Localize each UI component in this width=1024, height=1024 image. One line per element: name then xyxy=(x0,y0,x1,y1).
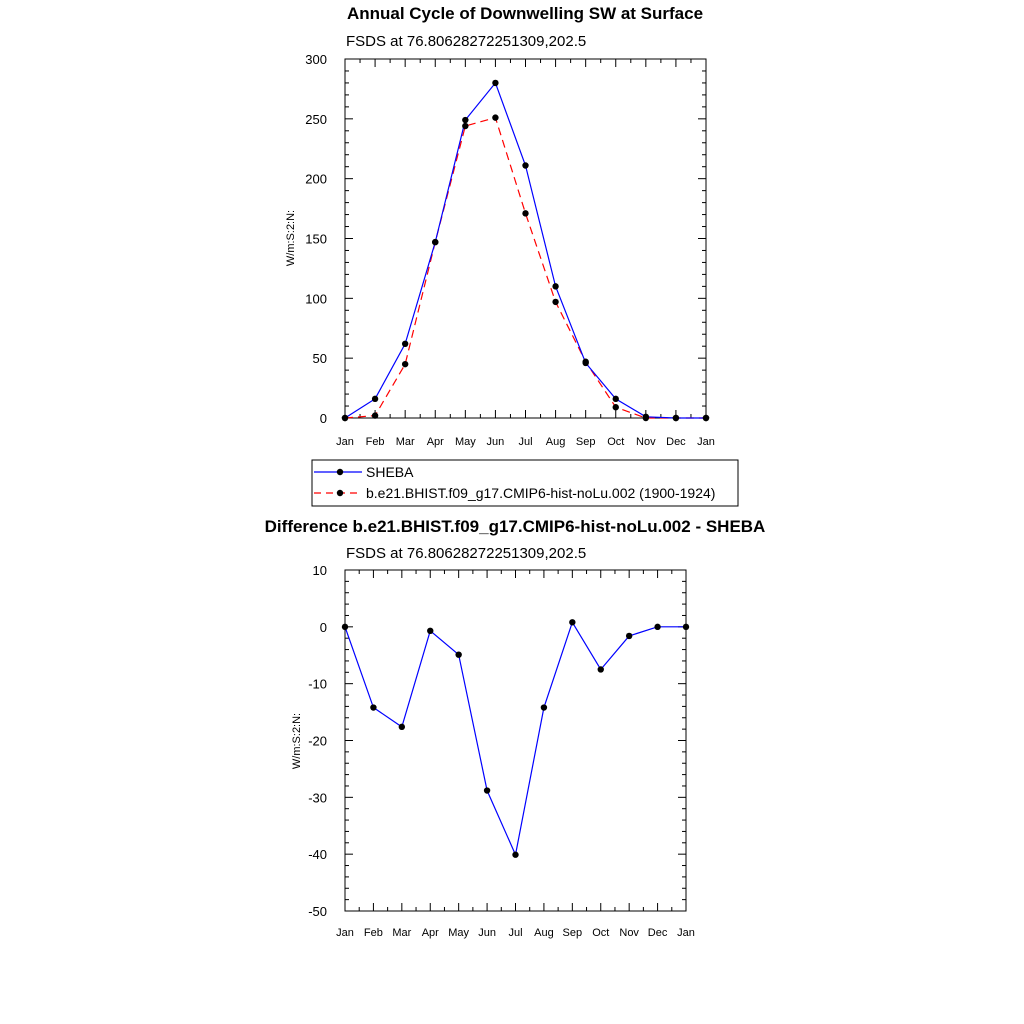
panel1-series-0-point xyxy=(673,415,679,421)
legend xyxy=(312,460,738,506)
panel1-ytick-label: 50 xyxy=(312,351,327,367)
panel2-series-0-point xyxy=(342,624,348,630)
panel1-series-1-point xyxy=(462,123,468,129)
panel2-series-0-point xyxy=(370,704,376,710)
panel2-xtick-label: Feb xyxy=(363,927,383,939)
panel1-xtick-label: Jul xyxy=(518,436,533,448)
panel1-series-1-point xyxy=(402,361,408,367)
panel2-ytick-label: -50 xyxy=(308,904,327,919)
panel2-ytick-label: -20 xyxy=(308,733,327,749)
panel2-xtick-label: Oct xyxy=(592,927,610,939)
panel1-series-0-point xyxy=(462,117,468,123)
panel1-ytick-label: 300 xyxy=(305,52,327,67)
panel2-series-0-point xyxy=(455,651,461,657)
panel1-ytick-label: 250 xyxy=(305,111,327,127)
panel2-series-0-point xyxy=(598,666,604,672)
difference-panel xyxy=(265,517,766,939)
panel1-series-0-point xyxy=(522,162,528,168)
panel1-series-0-line xyxy=(345,83,706,418)
panel2-series-0-point xyxy=(541,704,547,710)
panel2-xtick-label: Jul xyxy=(508,927,523,939)
panel2-xtick-label: May xyxy=(448,927,470,939)
panel2-ytick-label: 0 xyxy=(319,619,327,635)
panel2-xtick-label: Mar xyxy=(392,927,412,939)
panel1-series-0-point xyxy=(492,80,498,86)
legend-model-label: b.e21.BHIST.f09_g17.CMIP6-hist-noLu.002 (1900-1924) xyxy=(366,485,716,501)
panel1-title: Annual Cycle of Downwelling SW at Surface xyxy=(346,4,704,23)
panel2-series-0-point xyxy=(427,628,433,634)
panel2-xtick-label: Jun xyxy=(478,927,496,939)
panel2-ytick-label: 10 xyxy=(312,563,327,578)
panel1-series-0-point xyxy=(582,360,588,366)
panel1-xtick-label: Oct xyxy=(607,436,625,448)
panel2-series xyxy=(342,619,689,858)
panel1-frame xyxy=(345,59,706,418)
panel2-series-0-line xyxy=(345,622,686,854)
panel1-ytick-label: 200 xyxy=(305,171,327,187)
panel1-xtick-label: Dec xyxy=(666,436,686,448)
panel2-series-0-point xyxy=(654,624,660,630)
panel2-ytick-label: -10 xyxy=(308,676,327,692)
panel1-series xyxy=(342,80,709,421)
panel1-xtick-label: Feb xyxy=(365,436,385,448)
panel2-series-0-point xyxy=(484,787,490,793)
panel1-axes xyxy=(305,52,715,448)
panel1-series-0-point xyxy=(372,396,378,402)
panel2-title: Difference b.e21.BHIST.f09_g17.CMIP6-hist-noLu.002 - SHEBA xyxy=(264,517,766,536)
panel2-ytick-label: -30 xyxy=(308,790,327,806)
panel1-series-0-point xyxy=(613,396,619,402)
panel1-series-0-point xyxy=(703,415,709,421)
panel1-xtick-label: Nov xyxy=(636,436,656,448)
panel1-ytick-label: 150 xyxy=(305,231,327,247)
panel1-series-0-point xyxy=(342,415,348,421)
panel1-xtick-label: Sep xyxy=(575,436,596,448)
panel2-subtitle: FSDS at 76.80628272251309,202.5 xyxy=(346,545,587,562)
panel2-xtick-label: Sep xyxy=(562,927,583,939)
panel1-ytick-label: 0 xyxy=(319,411,327,426)
panel1-series-1-point xyxy=(552,299,558,305)
panel1-series-0-point xyxy=(432,239,438,245)
panel1-series-0-point xyxy=(402,341,408,347)
panel1-xtick-label: Mar xyxy=(395,436,415,448)
panel2-series-0-point xyxy=(569,619,575,625)
panel1-xtick-label: Jan xyxy=(697,436,715,448)
panel1-xtick-label: Aug xyxy=(545,436,566,448)
panel1-subtitle: FSDS at 76.80628272251309,202.5 xyxy=(346,33,587,50)
panel2-xtick-label: Jan xyxy=(677,927,695,939)
panel1-ytick-label: 100 xyxy=(305,291,327,307)
panel2-frame xyxy=(345,570,686,911)
panel1-series-0-point xyxy=(552,283,558,289)
panel1-xtick-label: Apr xyxy=(426,436,444,448)
annual-cycle-panel xyxy=(285,4,738,506)
panel1-xtick-label: May xyxy=(454,436,476,448)
legend-sheba-label: SHEBA xyxy=(366,464,414,480)
panel1-series-1-point xyxy=(492,114,498,120)
panel2-ytick-label: -40 xyxy=(308,847,327,863)
legend-sheba-marker xyxy=(337,469,343,475)
panel2-axes xyxy=(308,563,695,939)
panel2-ylabel: W/m:S:2:N: xyxy=(291,712,303,770)
panel1-xtick-label: Jun xyxy=(486,436,505,448)
panel2-series-0-point xyxy=(626,633,632,639)
panel2-series-0-point xyxy=(683,624,689,630)
panel2-xtick-label: Dec xyxy=(647,927,668,939)
legend-model-marker xyxy=(337,490,343,496)
panel1-xtick-label: Jan xyxy=(336,436,354,448)
panel1-ylabel: W/m:S:2:N: xyxy=(285,209,297,267)
panel1-series-1-point xyxy=(613,404,619,410)
panel2-xtick-label: Jan xyxy=(336,927,354,939)
panel2-xtick-label: Apr xyxy=(421,927,439,939)
panel2-xtick-label: Nov xyxy=(619,927,639,939)
panel1-series-1-point xyxy=(372,412,378,418)
panel2-xtick-label: Aug xyxy=(534,927,554,939)
panel2-series-0-point xyxy=(512,852,518,858)
panel2-series-0-point xyxy=(399,724,405,730)
panel1-series-1-point xyxy=(522,210,528,216)
panel1-series-0-point xyxy=(643,414,649,420)
